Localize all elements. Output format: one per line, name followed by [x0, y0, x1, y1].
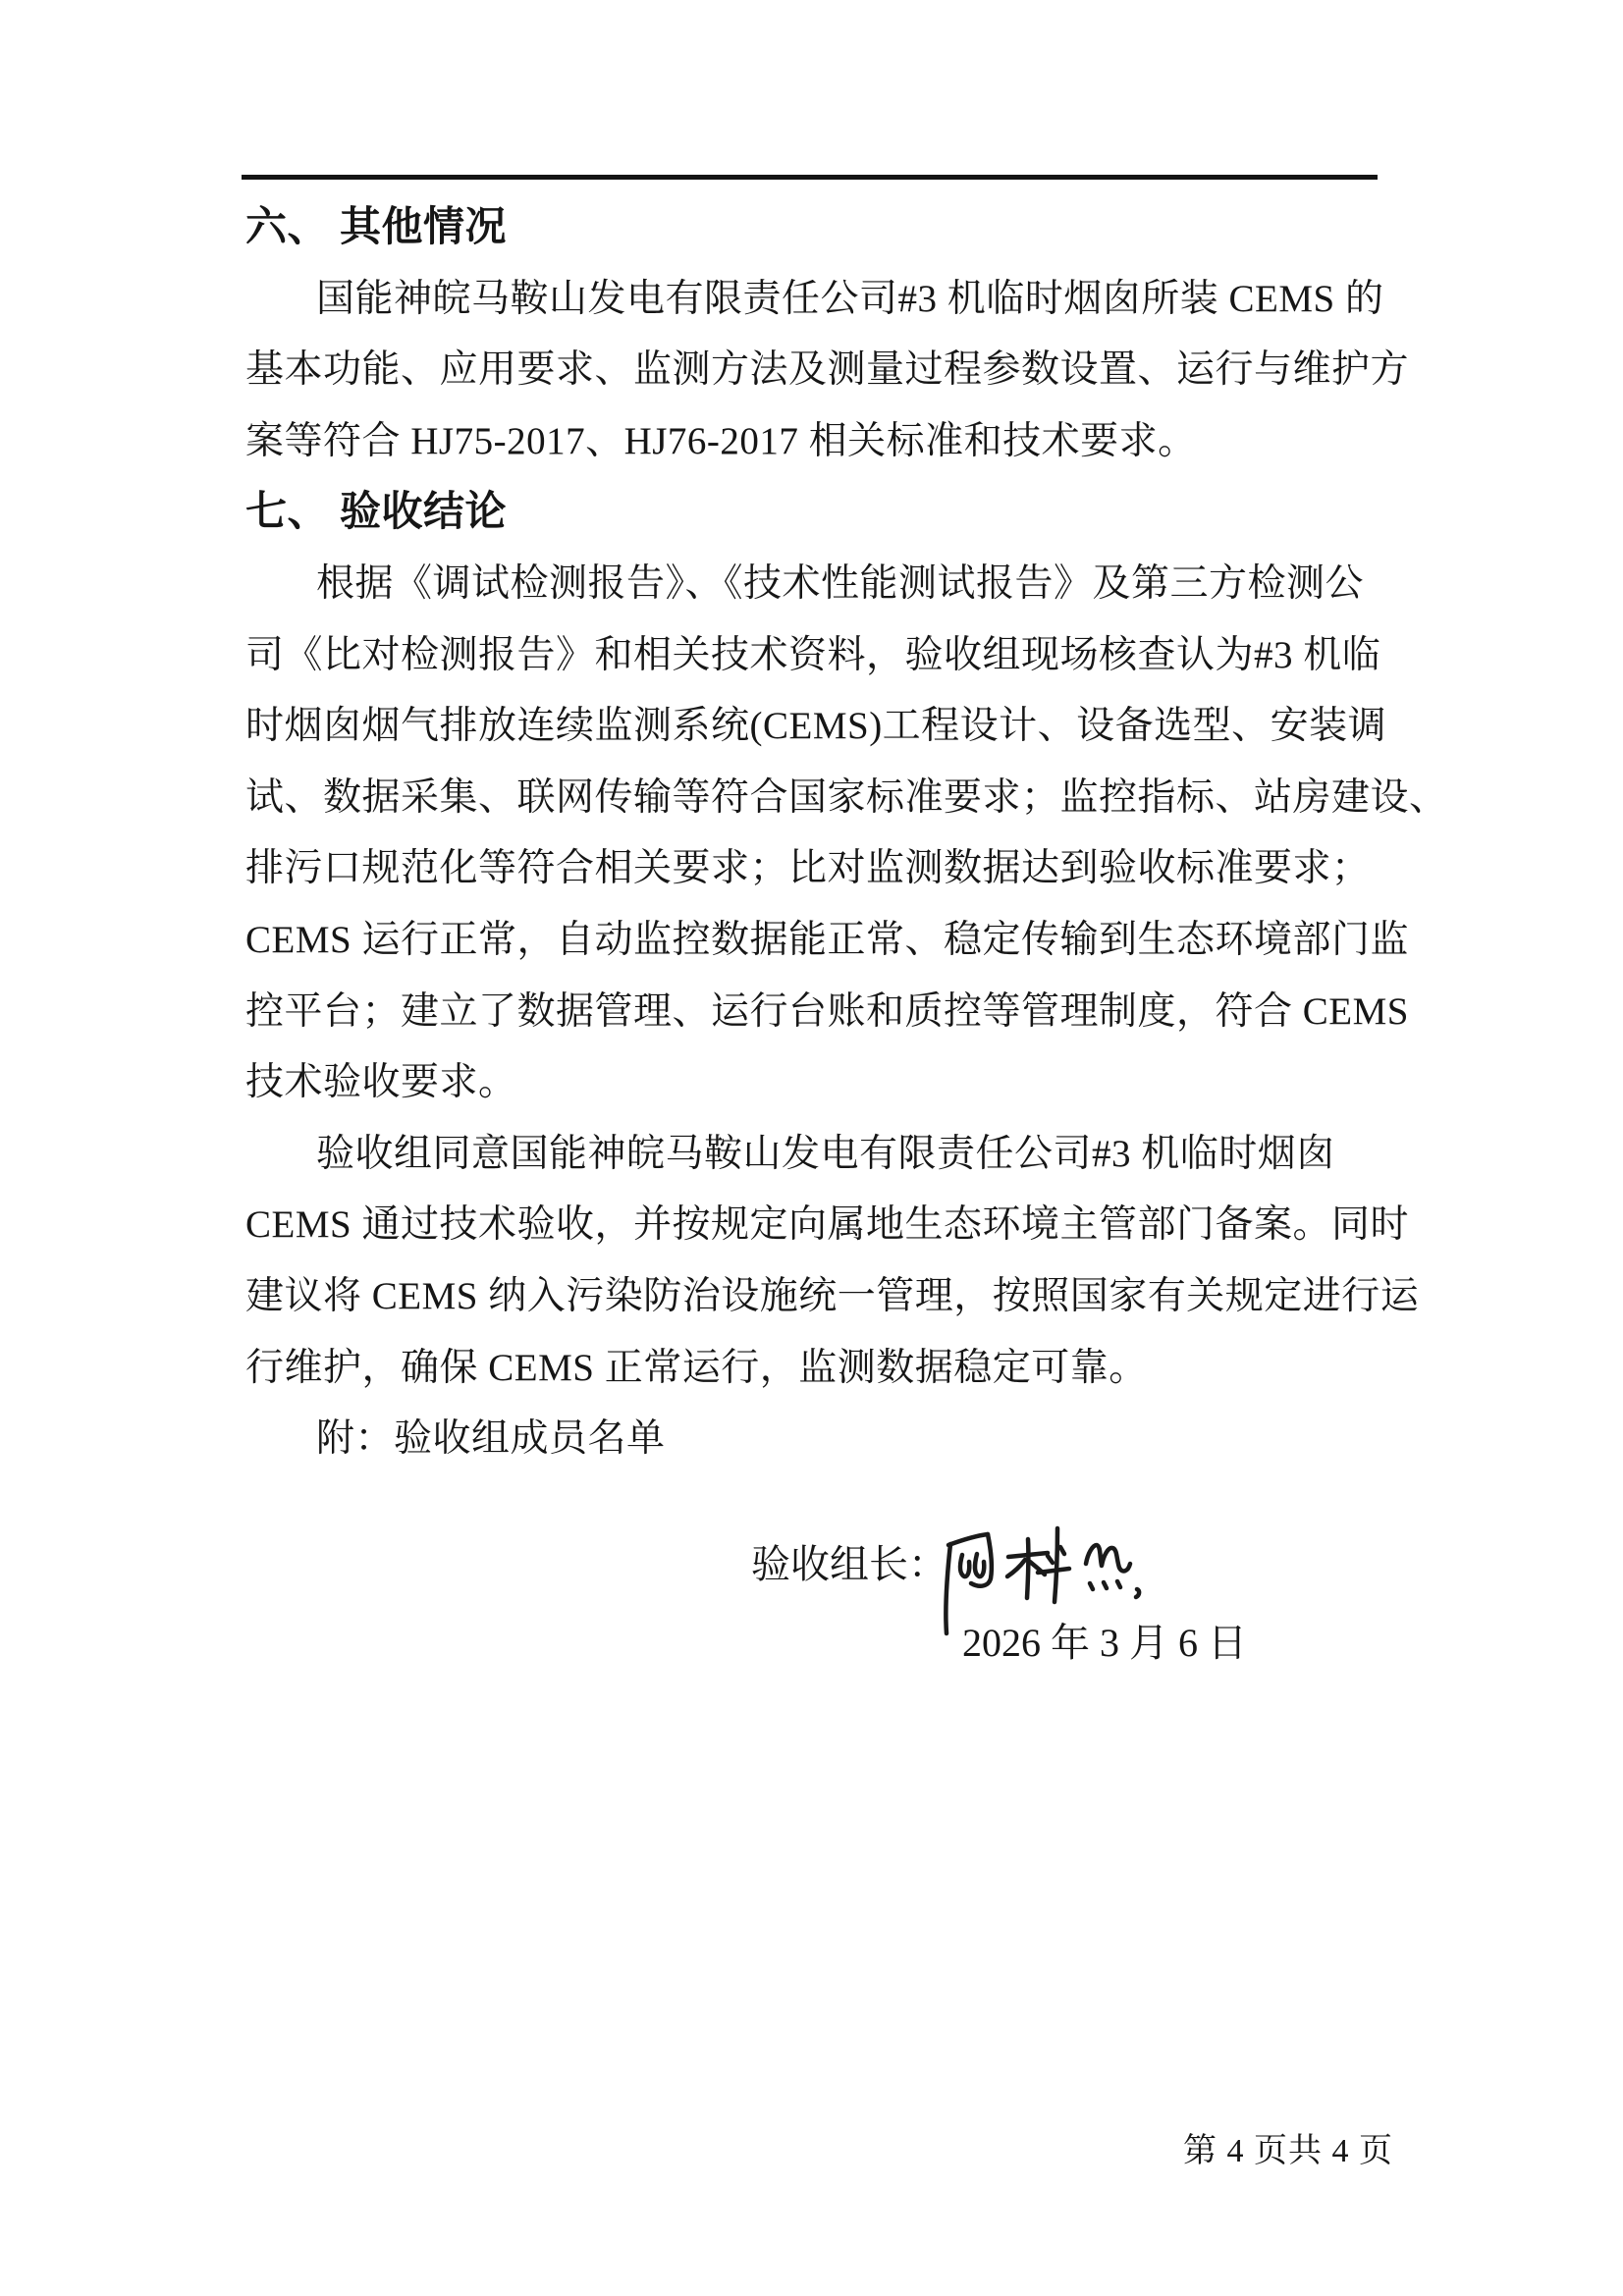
text-line: 控平台；建立了数据管理、运行台账和质控等管理制度，符合 CEMS: [245, 989, 1409, 1033]
text-line: CEMS 运行正常，自动监控数据能正常、稳定传输到生态环境部门监: [245, 918, 1409, 961]
section-heading-other: 六、 其他情况: [245, 205, 508, 250]
content-block: [245, 192, 1448, 1475]
text-line: 案等符合 HJ75-2017、HJ76-2017 相关标准和技术要求。: [245, 419, 1197, 462]
text-line: CEMS 通过技术验收，并按规定向属地生态环境主管部门备案。同时: [245, 1203, 1409, 1247]
text-line: 验收组同意国能神皖马鞍山发电有限责任公司#3 机临时烟囱: [316, 1132, 1335, 1175]
text-line: 技术验收要求。: [245, 1061, 517, 1104]
signature-date: 2026 年 3 月 6 日: [962, 1621, 1247, 1665]
text-line: 排污口规范化等符合相关要求；比对监测数据达到验收标准要求；: [245, 847, 1371, 890]
text-line: 基本功能、应用要求、监测方法及测量过程参数设置、运行与维护方: [245, 348, 1410, 392]
text-line: 根据《调试检测报告》、《技术性能测试报告》及第三方检测公: [316, 561, 1365, 605]
signer-role-label: 验收组长：: [751, 1542, 947, 1586]
text-line: 司《比对检测报告》和相关技术资料，验收组现场核查认为#3 机临: [245, 633, 1381, 676]
footer-page-number: 第 4 页共 4 页: [1183, 2133, 1393, 2169]
attachment-note: 附：验收组成员名单: [316, 1417, 666, 1461]
text-line: 建议将 CEMS 纳入污染防治设施统一管理，按照国家有关规定进行运: [245, 1274, 1420, 1317]
text-line: 行维护，确保 CEMS 正常运行，监测数据稳定可靠。: [245, 1346, 1148, 1389]
text-line: 时烟囱烟气排放连续监测系统(CEMS)工程设计、设备选型、安装调: [245, 705, 1387, 748]
section-heading-conclusion: 七、 验收结论: [245, 490, 508, 536]
text-line: 试、数据采集、联网传输等符合国家标准要求；监控指标、站房建设、: [245, 775, 1448, 819]
text-line: 国能神皖马鞍山发电有限责任公司#3 机临时烟囱所装 CEMS 的: [316, 277, 1384, 320]
header-divider-rule: [242, 175, 1378, 180]
